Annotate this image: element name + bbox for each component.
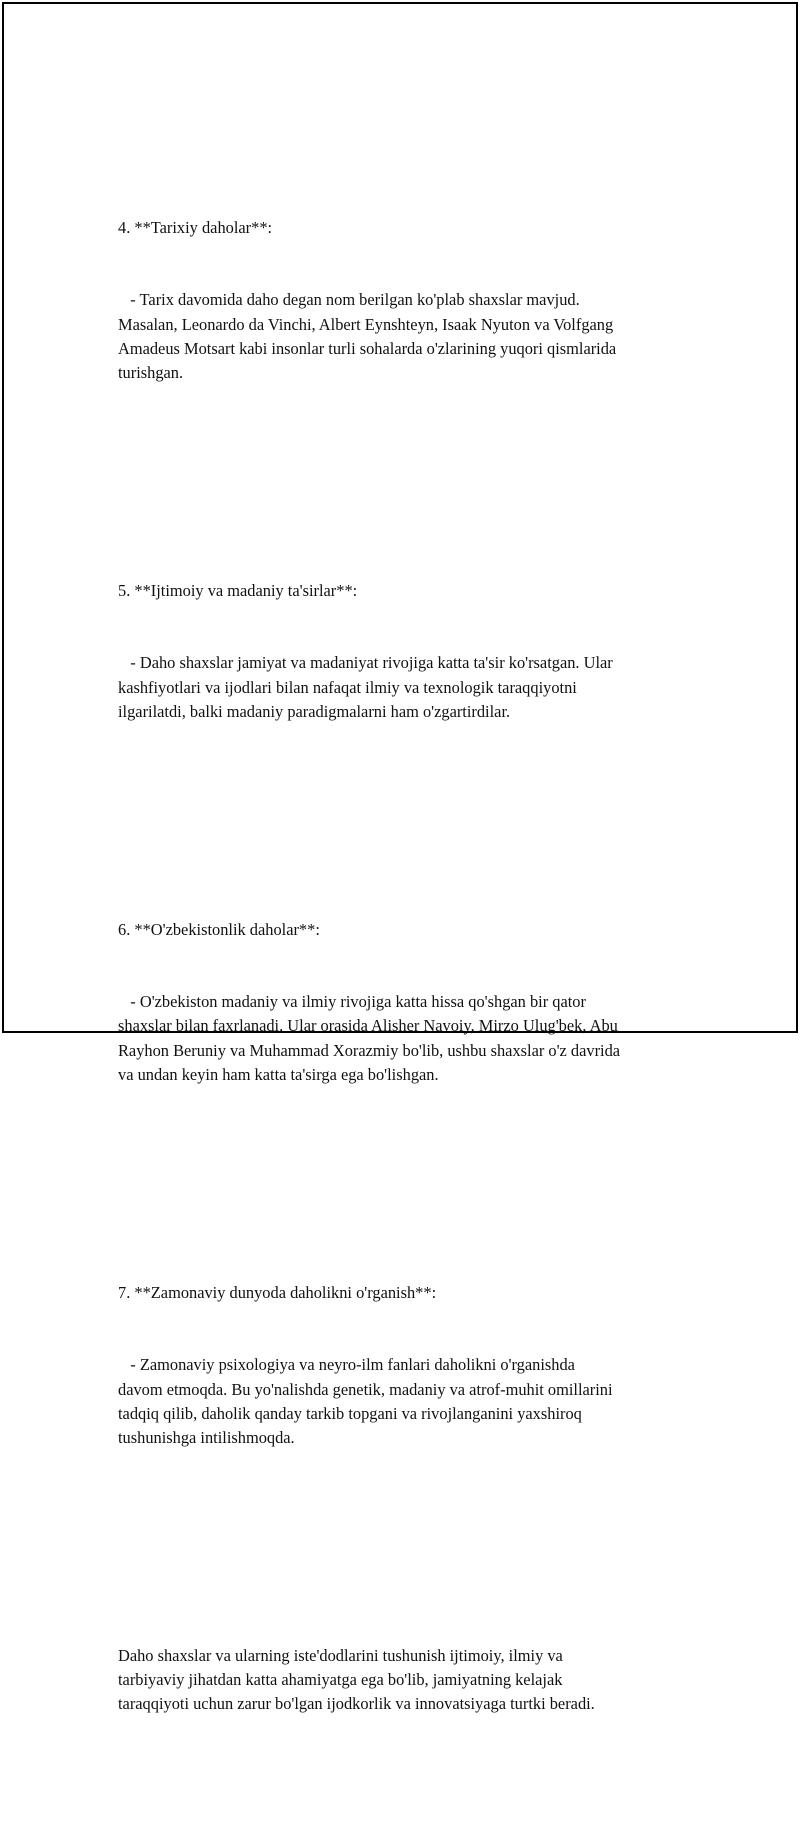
section-6 bbox=[118, 869, 698, 1135]
section-heading: 6. **O'zbekistonlik daholar**: bbox=[118, 919, 320, 939]
section-text: - O'zbekiston madaniy va ilmiy rivojiga katta hissa qo'shgan bir qator shaxslar bilan faxrlanadi. Ular orasida Alisher Navoiy, Mirzo Ulug'bek, Abu Rayhon Beruniy va Muhammad Xorazmiy bo'lib, ushbu shaxslar o'z davrida va undan keyin ham katta ta'sirga ega bo'lishgan. bbox=[118, 992, 621, 1084]
section-7 bbox=[118, 1232, 698, 1498]
document-content bbox=[118, 119, 698, 1837]
section-text: - Daho shaxslar jamiyat va madaniyat rivojiga katta ta'sir ko'rsatgan. Ular kashfiyotlari va ijodlari bilan nafaqat ilmiy va texnologik taraqqiyotni ilgarilatdi, balki madaniy paradigmalarni ham o'zgartirdilar. bbox=[118, 653, 613, 721]
section-4 bbox=[118, 167, 698, 433]
section-heading: 5. **Ijtimoiy va madaniy ta'sirlar**: bbox=[118, 580, 358, 600]
section-heading: 7. **Zamonaviy dunyoda daholikni o'rganish**: bbox=[118, 1282, 437, 1302]
conclusion-paragraph bbox=[118, 1595, 698, 1764]
section-5 bbox=[118, 530, 698, 772]
conclusion-text: Daho shaxslar va ularning iste'dodlarini tushunish ijtimoiy, ilmiy va tarbiyaviy jihatdan katta ahamiyatga ega bo'lib, jamiyatning kelajak taraqqiyoti uchun zarur bo'lgan ijodkorlik va innovatsiyaga turtki beradi. bbox=[118, 1645, 595, 1714]
section-text: - Zamonaviy psixologiya va neyro-ilm fanlari daholikni o'rganishda davom etmoqda. Bu yo'nalishda genetik, madaniy va atrof-muhit omillarini tadqiq qilib, daholik qanday tarkib topgani va rivojlanganini yaxshiroq tushunishga intilishmoqda. bbox=[118, 1355, 613, 1447]
section-heading: 4. **Tarixiy daholar**: bbox=[118, 217, 273, 237]
section-text: - Tarix davomida daho degan nom berilgan ko'plab shaxslar mavjud. Masalan, Leonardo da Vinchi, Albert Eynshteyn, Isaak Nyuton va Volfgang Amadeus Motsart kabi insonlar turli sohalarda o'zlarining yuqori qismlarida turishgan. bbox=[118, 290, 617, 383]
